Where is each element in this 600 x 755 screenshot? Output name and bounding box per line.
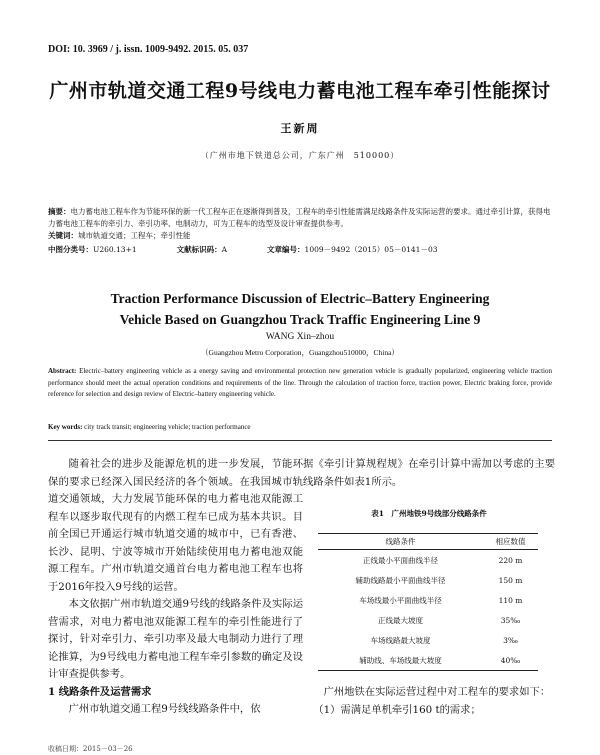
- keywords-cn: [48, 230, 552, 242]
- table-row: [318, 550, 538, 571]
- doc-code-label: 文献标识码：: [176, 245, 222, 254]
- table-row: [318, 630, 538, 650]
- line-conditions-table: [318, 533, 538, 671]
- abstract-cn-text: 电力蓄电池工程车作为节能环保的新一代工程车正在逐渐得到普及，工程车的牵引性能需满足线路条件及实际运营的要求。通过牵引计算，获得电力蓄电池工程车的牵引力、牵引功率、电制动力，可为工程车的选型及设计审查提供参考。: [48, 207, 551, 228]
- table-cell-condition: 辅助线路最小平面曲线半径: [355, 575, 446, 585]
- keywords-en-text: city track transit; engineering vehicle; traction performance: [84, 423, 251, 431]
- abstract-en: [48, 366, 552, 401]
- abstract-en-text: Electric–battery engineering vehicle as a energy saving and environmental protection new generation vehicle is gradually popularized, engineering vehicle traction performance should meet the actual operation conditions and requirements of the line. Through the calculation of traction force, traction power, Electric braking force, provide reference for selection and design review of Electric–battery engineering vehicle.: [48, 367, 552, 398]
- affiliation-en: （Guangzhou Metro Corporation，Guangzhou510000，China）: [201, 348, 399, 357]
- table-cell-value: 35‰: [500, 615, 521, 625]
- abstract-cn: [48, 206, 552, 230]
- keywords-en: [48, 422, 552, 434]
- section-divider: [48, 440, 552, 441]
- author-cn: 王新周: [280, 122, 320, 135]
- doc-code-field: [177, 244, 227, 256]
- article-no-label: 文章编号：: [267, 245, 305, 254]
- table-row: [318, 590, 538, 610]
- table-cell-value: 220 m: [498, 555, 523, 565]
- table-header-cell: 相应数值: [483, 534, 538, 550]
- table-cell-condition: 辅助线、车场线最大坡度: [318, 650, 483, 671]
- paper-title-en: [0, 288, 600, 330]
- body-paragraph: 广州地铁在实际运营过程中对工程车的要求如下：: [323, 686, 551, 698]
- section-heading: 1 线路条件及运营需求: [48, 685, 152, 698]
- table-cell-condition: 车场线最小平面曲线半径: [359, 595, 442, 605]
- body-left-column: [48, 456, 303, 719]
- doc-code-value: A: [221, 245, 228, 254]
- body-paragraph: 据《牵引计算规程规》在牵引计算中需加以考虑的主要线路条件如表1所示。: [303, 458, 555, 488]
- table-caption: 表1 广州地铁9号线部分线路条件: [371, 509, 487, 518]
- abstract-cn-label: 摘要：: [48, 207, 71, 216]
- table-row: [318, 570, 538, 590]
- classification-line: [48, 244, 552, 256]
- body-right-column-bottom: [303, 684, 555, 719]
- clc-label: 中图分类号：: [48, 245, 93, 254]
- table-cell-value: 150 m: [498, 575, 523, 585]
- paper-title-cn: 广州市轨道交通工程9号线电力蓄电池工程车牵引性能探讨: [49, 80, 551, 102]
- table-row: [318, 610, 538, 630]
- table-header-row: [318, 534, 538, 550]
- body-right-column-top: [303, 456, 555, 491]
- doi: DOI: 10. 3969 / j. issn. 1009-9492. 2015. 05. 037: [48, 44, 249, 55]
- table-header-cell: 线路条件: [318, 534, 483, 550]
- table-cell-value: 40‰: [483, 650, 538, 671]
- body-paragraph: 本文依据广州市轨道交通9号线的线路条件及实际运营需求，对电力蓄电池双能源工程车的牵引性能进行了探讨，针对牵引力、牵引功率及最大电制动力进行了理论推算，为9号线电力蓄电池工程车牵引参数的确定及设计审查提供参考。: [48, 598, 303, 680]
- keywords-en-label: Key words:: [48, 423, 83, 431]
- author-en: WANG Xin–zhou: [265, 332, 335, 342]
- paper-title-en-line2: Vehicle Based on Guangzhou Track Traffic Engineering Line 9: [119, 312, 481, 327]
- table-cell-value: 110 m: [498, 595, 523, 605]
- paper-title-en-line1: Traction Performance Discussion of Electric–Battery Engineering: [110, 291, 490, 306]
- keywords-cn-label: 关键词：: [48, 231, 78, 240]
- article-no-field: [267, 244, 437, 256]
- clc-field: [48, 244, 137, 256]
- table-cell-condition: 正线最小平面曲线半径: [363, 555, 438, 565]
- body-paragraph: 随着社会的进步及能源危机的进一步发展，节能环保的要求已经深入国民经济的各个领域。在我国城市轨道交通领域，大力发展节能环保的电力蓄电池双能源工程车以逐步取代现有的内燃工程车已成为基本共识。目前全国已开通运行城市轨道交通的城市中，已有香港、长沙、昆明、宁波等城市开始陆续使用电力蓄电池双能源工程车。广州市轨道交通首台电力蓄电池工程车也将于2016年投入9号线的运营。: [48, 458, 303, 593]
- article-no-value: 1009－9492（2015）05－0141－03: [304, 245, 438, 254]
- table-row: [318, 650, 538, 671]
- abstract-en-label: Abstract:: [48, 367, 77, 375]
- clc-value: U260.13+1: [93, 245, 137, 254]
- body-paragraph: （1）需满足单机牵引160 t的需求；: [313, 703, 481, 716]
- table-cell-condition: 正线最大坡度: [378, 615, 423, 625]
- table-cell-condition: 车场线路最大坡度: [370, 635, 431, 645]
- table-cell-value: 3‰: [503, 635, 518, 645]
- keywords-cn-text: 城市轨道交通；工程车；牵引性能: [78, 231, 191, 240]
- received-date: 收稿日期：2015－03－26: [48, 745, 133, 753]
- body-paragraph: 广州市轨道交通工程9号线线路条件中，依: [68, 703, 261, 715]
- affiliation-cn: （广州市地下铁道总公司，广东广州 510000）: [200, 151, 400, 160]
